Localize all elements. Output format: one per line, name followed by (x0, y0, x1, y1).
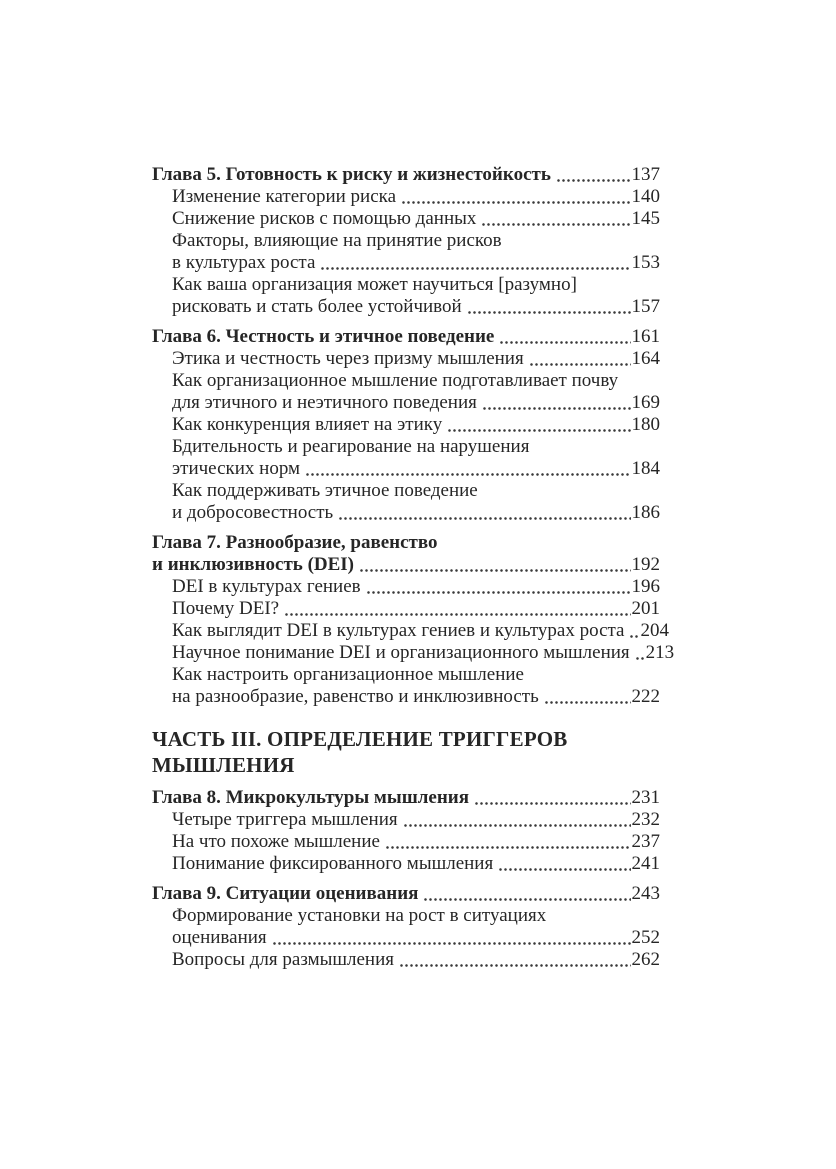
dotted-leader (385, 831, 631, 853)
dotted-leader (403, 809, 631, 831)
entry-title-text: Вопросы для размышления (172, 949, 394, 970)
entry-title-text: DEI в культурах гениев (172, 576, 361, 597)
toc-line (172, 230, 660, 252)
page-number: 192 (631, 554, 660, 575)
toc-line (172, 436, 660, 458)
toc-entry-item (152, 414, 660, 436)
entry-title-text: Как выглядит DEI в культурах гениев и культурах роста (172, 620, 625, 641)
dotted-leader (544, 686, 631, 708)
page-number: 184 (631, 458, 660, 479)
page-number: 140 (631, 186, 660, 207)
chapter-section (152, 787, 660, 875)
page-number: 232 (631, 809, 660, 830)
toc-line (172, 927, 660, 949)
toc-entry-item (152, 186, 660, 208)
dotted-leader (423, 883, 630, 905)
toc-entry-item (152, 809, 660, 831)
page-number: 241 (631, 853, 660, 874)
dotted-leader (338, 502, 630, 524)
dotted-leader (498, 853, 630, 875)
dotted-leader (284, 598, 630, 620)
toc-entry-item (152, 949, 660, 971)
dotted-leader (482, 392, 631, 414)
page-number: 137 (631, 164, 660, 185)
page-number: 196 (631, 576, 660, 597)
toc-line (172, 414, 660, 436)
page-number: 237 (631, 831, 660, 852)
dotted-leader (320, 252, 630, 274)
toc-line (172, 502, 660, 524)
toc-line (172, 853, 660, 875)
dotted-leader (467, 296, 631, 318)
dotted-leader (399, 949, 631, 971)
part-heading-text: ЧАСТЬ III. ОПРЕДЕЛЕНИЕ ТРИГГЕРОВ (152, 727, 568, 751)
toc-line (152, 532, 660, 554)
page-number: 204 (640, 620, 669, 641)
toc-line (172, 274, 660, 296)
entry-title-text: и добросовестность (172, 502, 334, 523)
toc-line (172, 809, 660, 831)
page-number: 222 (631, 686, 660, 707)
toc-line (172, 664, 660, 686)
toc-entry-item (152, 620, 669, 642)
toc (152, 164, 675, 971)
toc-line (172, 458, 660, 480)
toc-line (152, 883, 660, 905)
chapter-section (152, 326, 660, 524)
toc-line (172, 252, 660, 274)
toc-entry-item (152, 664, 660, 708)
dotted-leader (401, 186, 630, 208)
entry-title-text: Снижение рисков с помощью данных (172, 208, 477, 229)
dotted-leader (499, 326, 630, 348)
dotted-leader (272, 927, 631, 949)
entry-title-text: для этичного и неэтичного поведения (172, 392, 477, 413)
dotted-leader (556, 164, 631, 186)
toc-line (172, 348, 660, 370)
chapter-section (152, 164, 660, 318)
page-number: 157 (631, 296, 660, 317)
toc-line (172, 208, 660, 230)
toc-line (172, 642, 675, 664)
dotted-leader (359, 554, 630, 576)
toc-entry-item (152, 274, 660, 318)
entry-title-text: на разнообразие, равенство и инклюзивность (172, 686, 539, 707)
toc-line (172, 370, 660, 392)
entry-title-text: Почему DEI? (172, 598, 280, 619)
entry-title-text: Глава 7. Разнообразие, равенство (152, 532, 438, 553)
toc-entry-part (152, 726, 660, 778)
toc-line (152, 554, 660, 576)
page-number: 153 (631, 252, 660, 273)
toc-line (172, 296, 660, 318)
page-number: 231 (631, 787, 660, 808)
dotted-leader (447, 414, 630, 436)
chapter-section (152, 883, 660, 971)
page-number: 262 (631, 949, 660, 970)
page-number: 243 (631, 883, 660, 904)
toc-line (172, 598, 660, 620)
page-number: 252 (631, 927, 660, 948)
toc-entry-item (152, 598, 660, 620)
toc-entry-chapter (152, 787, 660, 809)
entry-title-text: оценивания (172, 927, 267, 948)
entry-title-text: Бдительность и реагирование на нарушения (172, 436, 530, 457)
toc-line (172, 831, 660, 853)
entry-title-text: Формирование установки на рост в ситуациях (172, 905, 547, 926)
dotted-leader (481, 208, 630, 230)
page-number: 201 (631, 598, 660, 619)
entry-title-text: в культурах роста (172, 252, 316, 273)
part-heading-text: МЫШЛЕНИЯ (152, 753, 295, 777)
page-number: 180 (631, 414, 660, 435)
toc-entry-item (152, 348, 660, 370)
chapter-section (152, 532, 675, 708)
dotted-leader (529, 348, 631, 370)
dotted-leader (366, 576, 631, 598)
toc-entry-item (152, 436, 660, 480)
toc-entry-chapter (152, 164, 660, 186)
toc-line (152, 164, 660, 186)
toc-entry-chapter (152, 883, 660, 905)
toc-entry-item (152, 831, 660, 853)
page-number: 145 (631, 208, 660, 229)
dotted-leader (305, 458, 630, 480)
toc-entry-item (152, 230, 660, 274)
toc-line (152, 726, 660, 752)
dotted-leader (474, 787, 630, 809)
toc-line (172, 949, 660, 971)
entry-title-text: На что похоже мышление (172, 831, 380, 852)
entry-title-text: и инклюзивность (DEI) (152, 554, 355, 575)
dotted-leader (635, 642, 645, 664)
toc-line (172, 576, 660, 598)
toc-line (172, 620, 669, 642)
entry-title-text: Научное понимание DEI и организационного мышления (172, 642, 630, 663)
toc-line (172, 186, 660, 208)
toc-entry-item (152, 576, 660, 598)
part-section (152, 726, 660, 778)
entry-title-text: Глава 8. Микрокультуры мышления (152, 787, 470, 808)
toc-entry-item (152, 853, 660, 875)
toc-line (172, 905, 660, 927)
page-number: 186 (631, 502, 660, 523)
toc-line (172, 686, 660, 708)
dotted-leader (629, 620, 639, 642)
entry-title-text: Как ваша организация может научиться [разумно] (172, 274, 577, 295)
entry-title-text: Как организационное мышление подготавливает почву (172, 370, 619, 391)
toc-entry-item (152, 642, 675, 664)
entry-title-text: Четыре триггера мышления (172, 809, 398, 830)
page-number: 161 (631, 326, 660, 347)
toc-line (152, 752, 660, 778)
toc-line (172, 480, 660, 502)
entry-title-text: Факторы, влияющие на принятие рисков (172, 230, 502, 251)
entry-title-text: Понимание фиксированного мышления (172, 853, 494, 874)
toc-entry-item (152, 480, 660, 524)
entry-title-text: Изменение категории риска (172, 186, 397, 207)
toc-line (172, 392, 660, 414)
toc-line (152, 326, 660, 348)
entry-title-text: Как настроить организационное мышление (172, 664, 524, 685)
entry-title-text: Глава 9. Ситуации оценивания (152, 883, 419, 904)
entry-title-text: Глава 5. Готовность к риску и жизнестойкость (152, 164, 551, 185)
entry-title-text: Как поддерживать этичное поведение (172, 480, 478, 501)
page-number: 213 (645, 642, 675, 663)
toc-line (152, 787, 660, 809)
entry-title-text: этических норм (172, 458, 301, 479)
entry-title-text: Как конкуренция влияет на этику (172, 414, 443, 435)
toc-entry-item (152, 370, 660, 414)
toc-entry-chapter (152, 532, 660, 576)
entry-title-text: Этика и честность через призму мышления (172, 348, 524, 369)
page-number: 164 (631, 348, 660, 369)
entry-title-text: Глава 6. Честность и этичное поведение (152, 326, 495, 347)
toc-entry-item (152, 905, 660, 949)
toc-entry-chapter (152, 326, 660, 348)
toc-entry-item (152, 208, 660, 230)
entry-title-text: рисковать и стать более устойчивой (172, 296, 462, 317)
page-number: 169 (631, 392, 660, 413)
